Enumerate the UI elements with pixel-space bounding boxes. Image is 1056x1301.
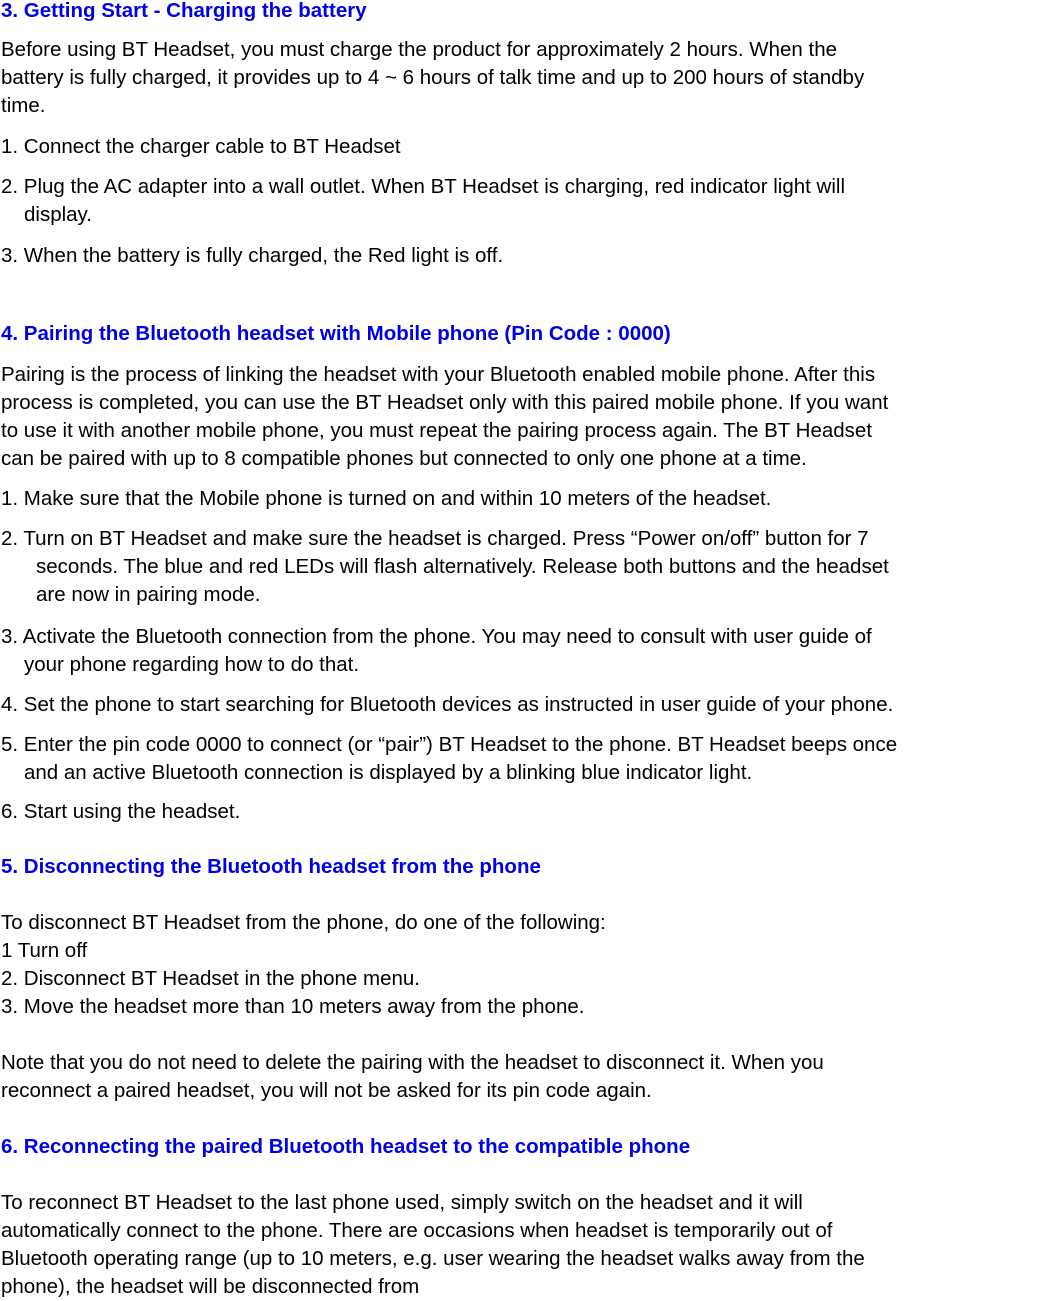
pairing-step-2 [1,525,1056,609]
section-heading-reconnecting: 6. Reconnecting the paired Bluetooth headset to the compatible phone [1,1135,691,1158]
text-line: your phone regarding how to do that. [24,653,360,676]
pairing-intro [1,361,1056,473]
text-line: Before using BT Headset, you must charge the product for approximately 2 hours. When the [1,38,838,61]
list-item: 1 Turn off [1,939,88,962]
text-line: 1. Make sure that the Mobile phone is turned on and within 10 meters of the headset. [1,487,772,510]
text-line: To disconnect BT Headset from the phone, do one of the following: [1,911,606,934]
text-line: 3. When the battery is fully charged, the Red light is off. [1,244,504,267]
list-item: 3. Move the headset more than 10 meters away from the phone. [1,995,585,1018]
text-line: reconnect a paired headset, you will not be asked for its pin code again. [1,1079,652,1102]
text-line: 1. Connect the charger cable to BT Headset [1,135,401,158]
section-heading-charging: 3. Getting Start - Charging the battery [1,0,367,22]
section-heading-disconnecting: 5. Disconnecting the Bluetooth headset from the phone [1,855,541,878]
text-line: are now in pairing mode. [36,583,261,606]
text-line: 4. Set the phone to start searching for Bluetooth devices as instructed in user guide of your phone. [1,693,894,716]
charging-step-3 [1,242,1056,270]
text-line: automatically connect to the phone. There are occasions when headset is temporarily out of [1,1219,833,1242]
text-line: time. [1,94,46,117]
charging-intro [1,36,1056,120]
text-line: Note that you do not need to delete the pairing with the headset to disconnect it. When you [1,1051,824,1074]
pairing-step-3 [1,623,1056,679]
charging-step-2 [1,173,1056,229]
disconnecting-body [1,909,1056,1021]
text-line: To reconnect BT Headset to the last phone used, simply switch on the headset and it will [1,1191,803,1214]
pairing-step-6 [1,798,1056,826]
text-line: display. [24,203,92,226]
pairing-step-4 [1,691,1056,719]
text-line: seconds. The blue and red LEDs will flash alternatively. Release both buttons and the headset [36,555,889,578]
disconnecting-note [1,1049,1056,1105]
text-line: 3. Activate the Bluetooth connection from the phone. You may need to consult with user guide of [1,625,872,648]
charging-step-1 [1,133,1056,161]
text-line: phone), the headset will be disconnected from [1,1275,420,1298]
text-line: can be paired with up to 8 compatible phones but connected to only one phone at a time. [1,447,807,470]
pairing-step-1 [1,485,1056,513]
text-line: process is completed, you can use the BT Headset only with this paired mobile phone. If you want [1,391,889,414]
reconnecting-body [1,1189,1056,1301]
section-heading-pairing: 4. Pairing the Bluetooth headset with Mobile phone (Pin Code : 0000) [1,322,671,345]
text-line: to use it with another mobile phone, you must repeat the pairing process again. The BT Headset [1,419,873,442]
list-item: 2. Disconnect BT Headset in the phone menu. [1,967,420,990]
text-line: 6. Start using the headset. [1,800,241,823]
pairing-step-5 [1,731,1056,787]
text-line: 2. Plug the AC adapter into a wall outlet. When BT Headset is charging, red indicator light will [1,175,845,198]
text-line: battery is fully charged, it provides up to 4 ~ 6 hours of talk time and up to 200 hours of standby [1,66,865,89]
text-line: and an active Bluetooth connection is displayed by a blinking blue indicator light. [24,761,753,784]
text-line: 5. Enter the pin code 0000 to connect (or “pair”) BT Headset to the phone. BT Headset beeps once [1,733,898,756]
text-line: 2. Turn on BT Headset and make sure the headset is charged. Press “Power on/off” button for 7 [1,527,869,550]
text-line: Bluetooth operating range (up to 10 meters, e.g. user wearing the headset walks away from the [1,1247,865,1270]
text-line: Pairing is the process of linking the headset with your Bluetooth enabled mobile phone. After this [1,363,876,386]
